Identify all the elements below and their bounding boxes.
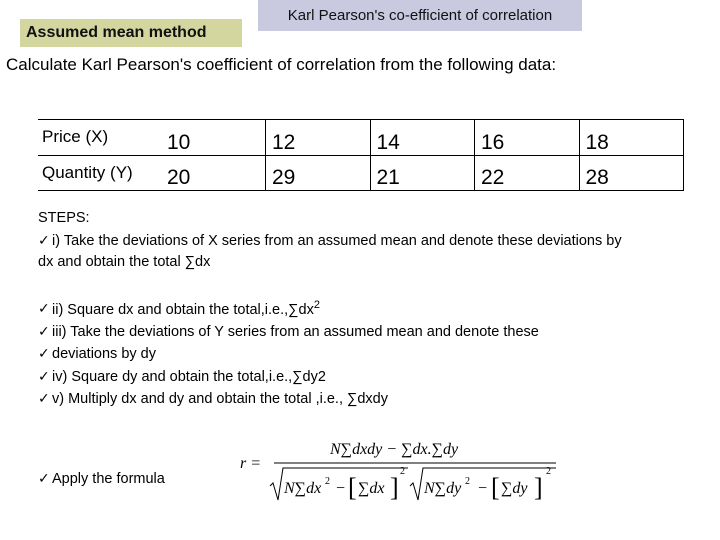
table-row — [38, 155, 684, 191]
step-item-continuation: dx and obtain the total ∑dx — [38, 254, 211, 270]
table-cell: 21 — [370, 155, 475, 191]
step-item: ✓ iv) Square dy and obtain the total,i.e.,∑dy2 — [38, 366, 710, 389]
bracket-left-close: ] — [390, 473, 399, 502]
bracket-left-open: [ — [348, 473, 357, 502]
table-cell: 20 — [161, 155, 266, 191]
bracket-right-open: [ — [491, 473, 500, 502]
den-right-sq: 2 — [465, 476, 470, 487]
formula-lhs: r = — [240, 455, 262, 472]
checkmark-icon: ✓ — [38, 300, 50, 317]
row-label-price: Price (X) — [38, 120, 161, 156]
den-right: N∑dy — [424, 480, 462, 497]
table-row — [38, 120, 684, 156]
table-cell: 22 — [475, 155, 580, 191]
data-table — [38, 119, 684, 191]
den-minus-right: − — [478, 480, 488, 497]
superscript: 2 — [313, 298, 320, 311]
correlation-formula — [240, 428, 570, 508]
step-item: ✓ i) Take the deviations of X series from an assumed mean and denote these deviations by — [38, 230, 710, 253]
table-cell: 10 — [161, 120, 266, 156]
den-left: N∑dx — [284, 480, 322, 497]
checkmark-icon: ✓ — [38, 345, 50, 362]
table-cell: 18 — [579, 120, 684, 156]
steps-heading: STEPS: — [38, 210, 90, 226]
checkmark-icon: ✓ — [38, 231, 50, 248]
table-cell: 29 — [266, 155, 371, 191]
checkmark-icon: ✓ — [38, 322, 50, 339]
karl-pearson-title-tag: Karl Pearson's co-efficient of correlation — [258, 0, 582, 31]
steps-section — [38, 208, 710, 411]
bracket-left-sq: 2 — [400, 466, 405, 477]
problem-statement: Calculate Karl Pearson's coefficient of correlation from the following data: — [6, 55, 557, 74]
den-right-sum: ∑dy — [501, 480, 528, 497]
checkmark-icon: ✓ — [38, 390, 50, 407]
den-minus-left: − — [336, 480, 346, 497]
step-item: ✓ v) Multiply dx and dy and obtain the total ,i.e., ∑dxdy — [38, 388, 710, 411]
step-item: ✓ ii) Square dx and obtain the $total,i.e.,\sum dx^2$ — [38, 295, 710, 321]
table-cell: 12 — [266, 120, 371, 156]
step-item: ✓ iii) Take the deviations of Y series from an assumed mean and denote these — [38, 321, 710, 344]
checkmark-icon: ✓ — [38, 470, 50, 486]
bracket-right-sq: 2 — [546, 466, 551, 477]
den-left-sum: ∑dx — [358, 480, 385, 497]
step-item: ✓ deviations by dy — [38, 343, 710, 366]
row-label-quantity: Quantity (Y) — [38, 155, 161, 191]
den-left-sq: 2 — [325, 476, 330, 487]
table-cell: 16 — [475, 120, 580, 156]
table-cell: 14 — [370, 120, 475, 156]
apply-formula-text: ✓ Apply the formula — [38, 470, 165, 487]
table-cell: 28 — [579, 155, 684, 191]
checkmark-icon: ✓ — [38, 367, 50, 384]
formula-numerator: N∑dxdy − ∑dx.∑dy — [330, 441, 459, 458]
assumed-mean-method-tag: Assumed mean method — [20, 19, 242, 47]
bracket-right-close: ] — [534, 473, 543, 502]
